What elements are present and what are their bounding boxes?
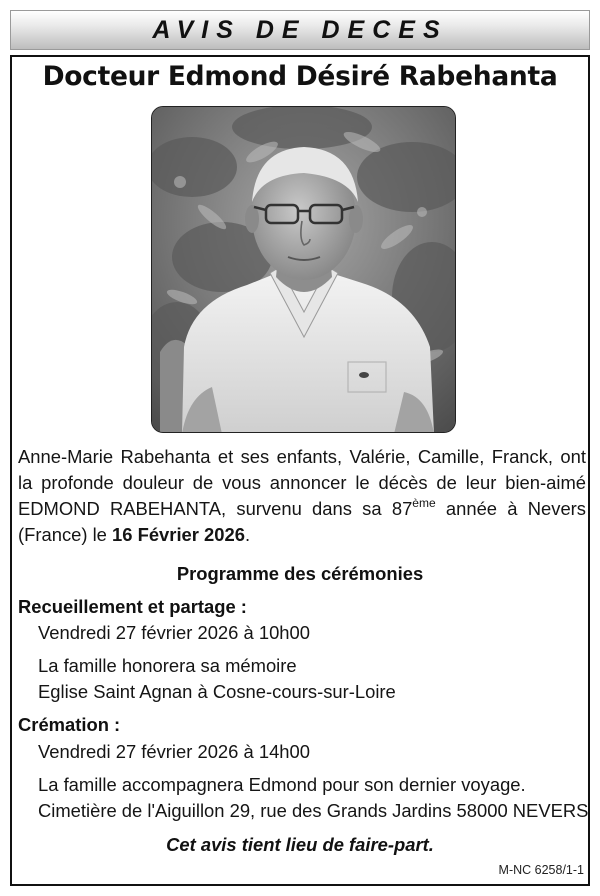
closing-statement: Cet avis tient lieu de faire-part. <box>166 834 434 855</box>
announcement-text: Anne-Marie Rabehanta et ses enfants, Valérie, Camille, Franck, ont la profonde douleur de vous annoncer le décès de leur bien-aimé EDMOND RABEHANTA, survenu dans sa 87 <box>18 446 586 519</box>
recueillement-title: Recueillement et partage : <box>18 596 247 617</box>
notice-header-banner <box>10 10 590 50</box>
program-title: Programme des cérémonies <box>176 563 424 584</box>
recueillement-datetime: Vendredi 27 février 2026 à 10h00 <box>38 622 310 643</box>
announcement-end: . <box>244 524 251 545</box>
announcement-paragraph <box>18 444 586 548</box>
recueillement-line-1: La famille honorera sa mémoire <box>38 655 297 676</box>
cremation-line-1: La famille accompagnera Edmond pour son dernier voyage. <box>38 774 526 795</box>
reference-code: M-NC 6258/1-1 <box>498 863 584 877</box>
recueillement-line-2: Eglise Saint Agnan à Cosne-cours-sur-Loire <box>38 681 396 702</box>
deceased-name: Docteur Edmond Désiré Rabehanta <box>42 61 558 92</box>
death-date: 16 Février 2026 <box>112 524 245 545</box>
cremation-datetime: Vendredi 27 février 2026 à 14h00 <box>38 741 310 762</box>
announcement-text-continued: année à Nevers (France) le <box>18 498 586 545</box>
cremation-title: Crémation : <box>18 714 121 735</box>
cremation-line-2: Cimetière de l'Aiguillon 29, rue des Grands Jardins 58000 NEVERS <box>38 800 589 821</box>
notice-header-title: AVIS DE DECES <box>152 15 448 44</box>
ordinal-suffix: ème <box>412 495 436 510</box>
portrait-photo <box>151 106 456 433</box>
